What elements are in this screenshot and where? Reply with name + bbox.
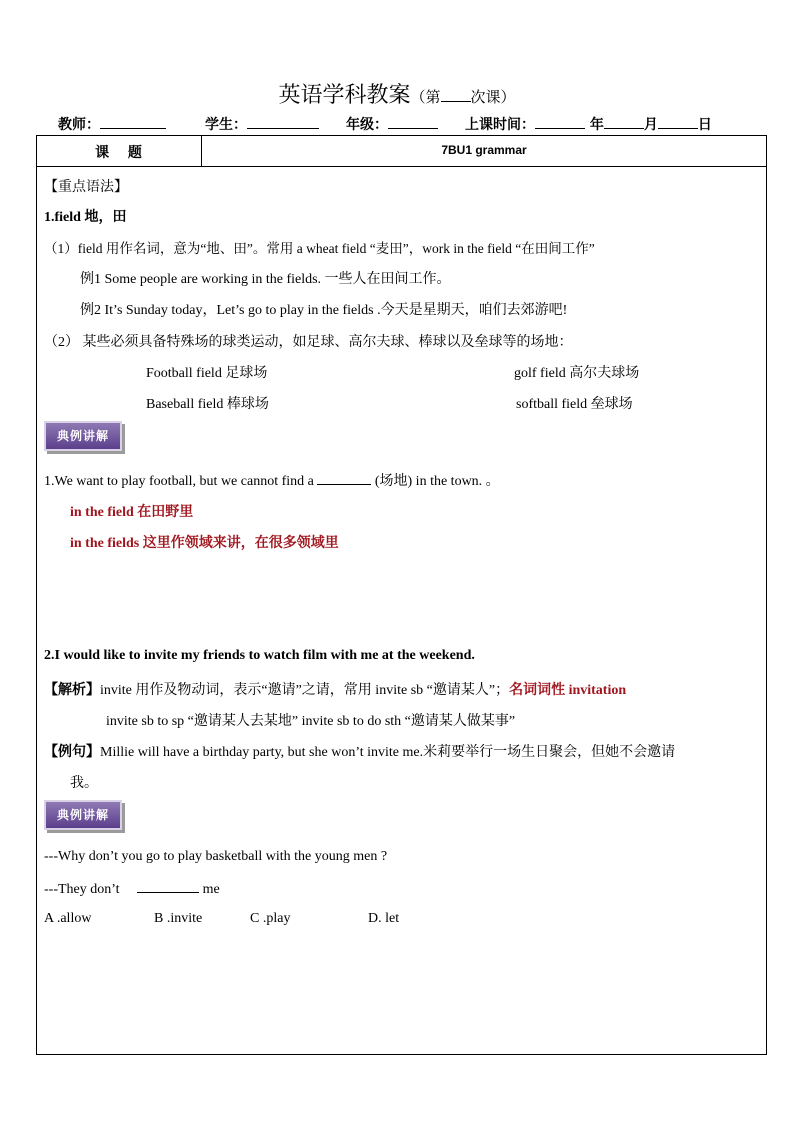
student-field (205, 114, 319, 134)
answer-note-1: in the field 在田野里 (70, 505, 194, 520)
table-row-divider (36, 166, 767, 167)
analysis-line-2: invite sb to sp “邀请某人去某地” invite sb to do sth “邀请某人做某事” (106, 714, 516, 729)
sentence-text: Millie will have a birthday party, but she won’t invite me.米莉要举行一场生日聚会，但她不会邀请 (100, 745, 676, 760)
question-1-text-after: (场地) in the town. 。 (374, 474, 500, 489)
grade-blank[interactable] (388, 115, 438, 129)
grade-field (346, 114, 438, 134)
golf-field: golf field 高尔夫球场 (514, 366, 640, 381)
example-explanation-button-2[interactable]: 典例讲解 (44, 800, 122, 830)
student-label: 学生： (205, 117, 247, 133)
teacher-blank[interactable] (100, 115, 166, 129)
class-time-field (465, 114, 712, 134)
teacher-label: 教师： (58, 117, 100, 133)
day-blank[interactable] (658, 115, 698, 129)
question-2-line-1: ---Why don’t you go to play basketball with the young men ? (44, 849, 388, 864)
option-a[interactable]: A .allow (44, 911, 92, 926)
analysis-noun-form: 名词词性 invitation (509, 683, 627, 698)
question-1-blank[interactable] (317, 472, 371, 485)
analysis-label: 【解析】 (44, 683, 100, 698)
question-2-line-2 (44, 880, 220, 898)
lesson-number-blank[interactable] (441, 87, 471, 102)
day-label: 日 (697, 117, 712, 133)
option-d[interactable]: D. let (368, 911, 400, 926)
teacher-field (58, 114, 166, 134)
title-sub-close: 次课） (470, 90, 516, 106)
question-2-blank[interactable] (137, 880, 199, 893)
analysis-text: invite 用作及物动词，表示“邀请”之请，常用 invite sb “邀请某人”； (100, 683, 510, 698)
grade-label: 年级： (346, 117, 388, 133)
example-sentence-1: 例1 Some people are working in the fields. 一些人在田间工作。 (80, 272, 451, 287)
option-b[interactable]: B .invite (154, 911, 203, 926)
question-2-text-before: ---They don’t (44, 882, 120, 897)
lesson-plan-title (0, 78, 794, 109)
option-c[interactable]: C .play (250, 911, 291, 926)
example-sentence-2: 例2 It’s Sunday today，Let’s go to play in the fields .今天是星期天，咱们去郊游吧! (80, 303, 568, 318)
item1-heading: 1.field 地，田 (44, 210, 127, 225)
time-label: 上课时间： (465, 117, 535, 133)
topic-value: 7BU1 grammar (441, 143, 527, 157)
topic-label: 课 题 (95, 145, 142, 161)
sentence-label: 【例句】 (44, 745, 100, 760)
title-main: 英语学科教案 (278, 82, 411, 107)
student-blank[interactable] (247, 115, 319, 129)
item2-heading: 2.I would like to invite my friends to watch film with me at the weekend. (44, 648, 475, 663)
item1-line1: （1）field 用作名词，意为“地、田”。常用 a wheat field “麦田”，work in the field “在田间工作” (44, 241, 595, 256)
baseball-field: Baseball field 棒球场 (146, 397, 269, 412)
answer-note-2: in the fields 这里作领域来讲，在很多领域里 (70, 536, 339, 551)
example-explanation-button-1[interactable]: 典例讲解 (44, 421, 122, 451)
softball-field: softball field 垒球场 (516, 397, 633, 412)
question-2-text-after: me (202, 882, 220, 897)
title-sub-open: （第 (410, 90, 441, 106)
year-label: 年 (589, 117, 604, 133)
question-1-text-before: 1.We want to play football, but we cannot find a (44, 474, 314, 489)
month-label: 月 (643, 117, 658, 133)
item1-line2: （2） 某些必须具备特殊场的球类运动，如足球、高尔夫球、棒球以及垒球等的场地： (44, 335, 573, 350)
example-sentence-line (44, 741, 675, 761)
sentence-continuation: 我。 (70, 776, 98, 791)
time-blank[interactable] (535, 115, 585, 129)
analysis-line-1 (44, 679, 626, 699)
month-blank[interactable] (604, 115, 644, 129)
football-field: Football field 足球场 (146, 366, 268, 381)
question-1 (44, 470, 500, 490)
section-heading: 【重点语法】 (44, 180, 128, 195)
